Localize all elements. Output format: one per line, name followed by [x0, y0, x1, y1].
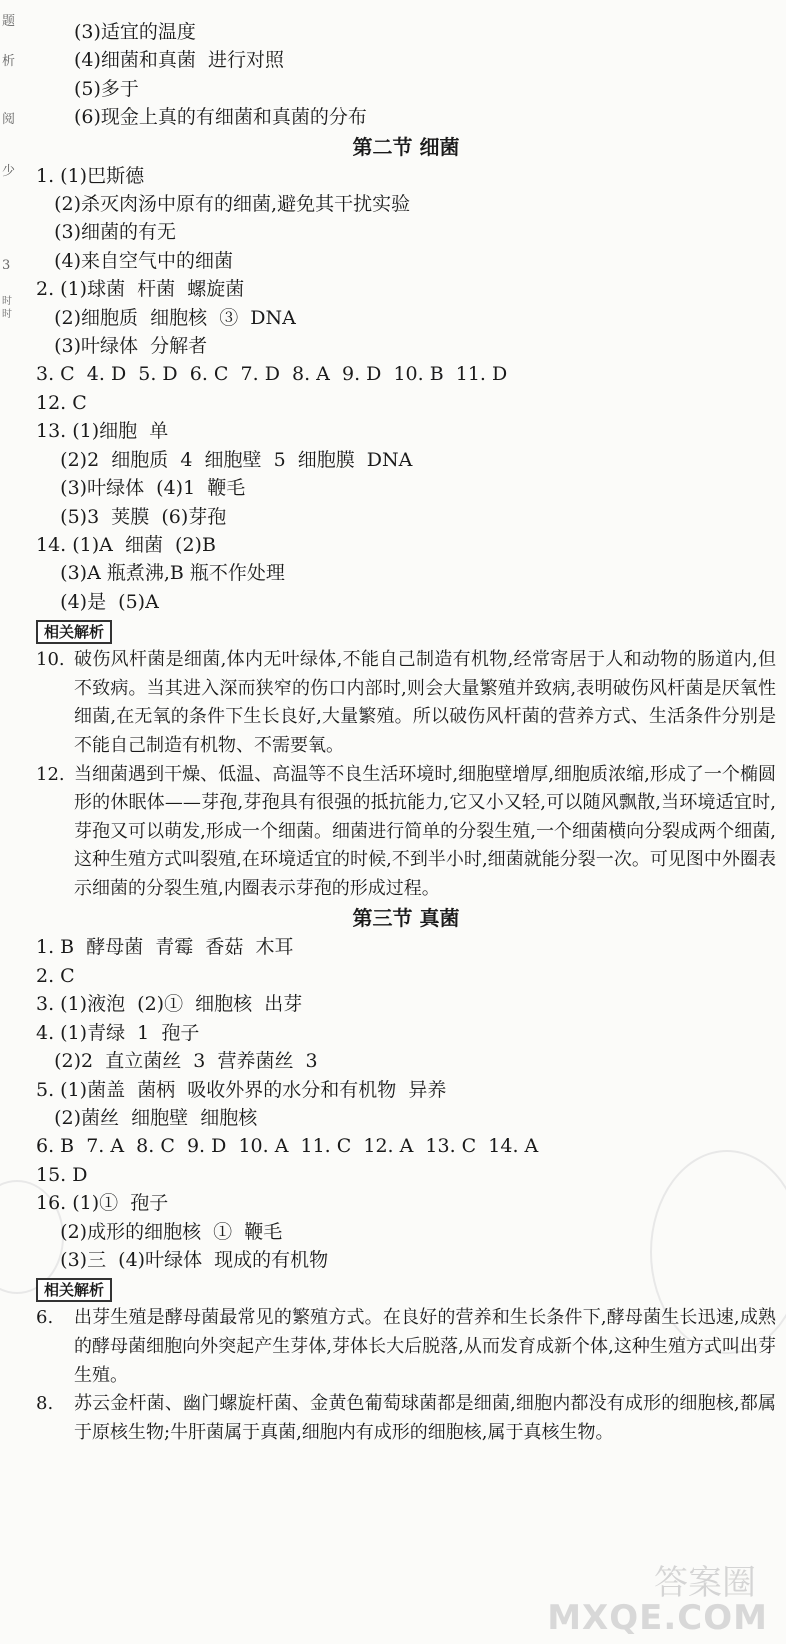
- answer-line: 3. C 4. D 5. D 6. C 7. D 8. A 9. D 10. B 11. D: [36, 363, 508, 386]
- answer-line: 2. (1)球菌 杆菌 螺旋菌: [36, 278, 245, 301]
- section3-analysis: [36, 1304, 776, 1447]
- answer-line: (2)细胞质 细胞核 ③ DNA: [36, 306, 296, 329]
- previous-section-tail: [36, 18, 776, 132]
- answer-line: 1. (1)巴斯德: [36, 164, 145, 187]
- answer-line: (2)2 细胞质 4 细胞壁 5 细胞膜 DNA: [36, 448, 413, 471]
- answer-line: 2. C: [36, 964, 75, 987]
- answer-line: 15. D: [36, 1163, 88, 1186]
- answer-line: (5)多于: [74, 77, 139, 100]
- answer-line: (5)3 荚膜 (6)芽孢: [36, 505, 227, 528]
- analysis-text: 苏云金杆菌、幽门螺旋杆菌、金黄色葡萄球菌都是细菌,细胞内都没有成形的细胞核,都属于原核生物;牛肝菌属于真菌,细胞内有成形的细胞核,属于真核生物。: [74, 1393, 776, 1443]
- answer-line: 3. (1)液泡 (2)① 细胞核 出芽: [36, 993, 303, 1016]
- answer-line: 14. (1)A 细菌 (2)B: [36, 533, 216, 556]
- margin-char: 阅: [2, 112, 16, 127]
- answer-line: (3)适宜的温度: [74, 21, 196, 43]
- answer-line: 16. (1)① 孢子: [36, 1192, 169, 1215]
- answer-line: (2)菌丝 细胞壁 细胞核: [36, 1106, 258, 1129]
- analysis-label: 相关解析: [36, 620, 112, 644]
- margin-char: 析: [2, 54, 16, 69]
- margin-char: 时: [2, 309, 12, 320]
- answer-line: (3)叶绿体 分解者: [36, 335, 208, 358]
- answer-line: 13. (1)细胞 单: [36, 420, 169, 443]
- answer-line: (3)三 (4)叶绿体 现成的有机物: [36, 1248, 329, 1271]
- margin-char: 少: [2, 164, 16, 179]
- answer-line: 4. (1)青绿 1 孢子: [36, 1021, 200, 1044]
- watermark-logo-text: 答案圈: [654, 1563, 756, 1603]
- section-title: 第三节 真菌: [352, 906, 460, 931]
- answer-line: (4)细菌和真菌 进行对照: [74, 49, 284, 72]
- answer-line: 12. C: [36, 391, 87, 414]
- section2-answers: [36, 162, 776, 617]
- analysis-text: 出芽生殖是酵母菌最常见的繁殖方式。在良好的营养和生长条件下,酵母菌生长迅速,成熟的酵母菌细胞向外突起产生芽体,芽体长大后脱落,从而发育成新个体,这种生殖方式叫出芽生殖。: [74, 1307, 776, 1386]
- answer-line: (3)叶绿体 (4)1 鞭毛: [36, 477, 246, 500]
- answer-line: 6. B 7. A 8. C 9. D 10. A 11. C 12. A 13. C 14. A: [36, 1135, 539, 1158]
- analysis-paragraph: [36, 1304, 776, 1390]
- watermark-url: MXQE.COM: [547, 1598, 768, 1638]
- answer-line: (3)A 瓶煮沸,B 瓶不作处理: [36, 562, 285, 585]
- section3-answers: [36, 933, 776, 1274]
- margin-char: 时: [2, 296, 12, 307]
- analysis-label: 相关解析: [36, 1278, 112, 1302]
- answer-line: (6)现金上真的有细菌和真菌的分布: [74, 106, 367, 129]
- section-title: 第二节 细菌: [352, 134, 460, 159]
- analysis-number: 8.: [36, 1393, 54, 1415]
- analysis-number: 10.: [36, 649, 65, 671]
- analysis-paragraph: [36, 646, 776, 760]
- answer-line: (2)杀灭肉汤中原有的细菌,避免其干扰实验: [36, 193, 411, 216]
- analysis-text: 当细菌遇到干燥、低温、高温等不良生活环境时,细胞壁增厚,细胞质浓缩,形成了一个椭圆形的休眠体——芽孢,芽孢具有很强的抵抗能力,它又小又轻,可以随风飘散,当环境适宜时,芽孢又可以萌发,形成一个细菌。细菌进行简单的分裂生殖,一个细菌横向分裂成两个细菌,这种生殖方式叫裂殖,在环境适宜的时候,不到半小时,细菌就能分裂一次。可见图中外圈表示细菌的分裂生殖,内圈表示芽孢的形成过程。: [74, 763, 776, 899]
- margin-char: 3: [2, 258, 11, 273]
- answer-line: (4)是 (5)A: [36, 590, 159, 613]
- margin-char: 题: [2, 14, 16, 29]
- answer-line: (2)成形的细胞核 ① 鞭毛: [36, 1220, 283, 1243]
- analysis-number: 12.: [36, 763, 65, 785]
- analysis-paragraph: [36, 761, 776, 904]
- analysis-text: 破伤风杆菌是细菌,体内无叶绿体,不能自己制造有机物,经常寄居于人和动物的肠道内,但不致病。当其进入深而狭窄的伤口内部时,则会大量繁殖并致病,表明破伤风杆菌是厌氧性细菌,在无氧的条件下生长良好,大量繁殖。所以破伤风杆菌的营养方式、生活条件分别是不能自己制造有机物、不需要氧。: [74, 649, 776, 756]
- answer-line: (3)细菌的有无: [36, 221, 177, 244]
- answer-line: (2)2 直立菌丝 3 营养菌丝 3: [36, 1050, 318, 1073]
- answer-line: 1. B 酵母菌 青霉 香菇 木耳: [36, 936, 294, 959]
- answer-page: [36, 18, 776, 1447]
- analysis-number: 6.: [36, 1307, 54, 1329]
- section2-analysis: [36, 646, 776, 903]
- answer-line: 5. (1)菌盖 菌柄 吸收外界的水分和有机物 异养: [36, 1078, 447, 1101]
- analysis-paragraph: [36, 1390, 776, 1447]
- answer-line: (4)来自空气中的细菌: [36, 249, 234, 272]
